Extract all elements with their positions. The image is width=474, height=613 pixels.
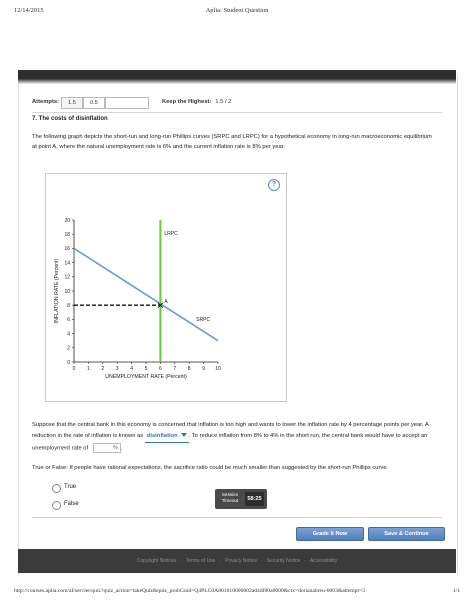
session-timeout-value: 58:25 [245, 492, 264, 506]
y-tick-label: 18 [64, 232, 70, 238]
series-label-srpc: SRPC [196, 316, 211, 323]
page-footer [18, 549, 456, 573]
footer-links [18, 558, 456, 564]
option-true-label: True [64, 484, 77, 490]
y-tick-label: 0 [67, 359, 70, 366]
series-line-srpc [74, 248, 218, 340]
x-tick-label: 4 [130, 366, 133, 372]
footer-separator: · [261, 558, 263, 564]
y-tick-label: 20 [64, 217, 70, 224]
print-page-number: 1/1 [452, 588, 460, 594]
attempts-score-3 [105, 97, 149, 109]
divider [32, 517, 442, 518]
session-timeout-label: Session Timeout [221, 492, 239, 503]
keep-highest-value: 1.5 / 2 [215, 99, 232, 105]
x-tick-label: 9 [202, 366, 205, 372]
app-topbar [18, 70, 456, 84]
footer-link-accessibility[interactable]: Accessibility [309, 558, 338, 564]
question-intro: The following graph depicts the short-run and long-run Phillips curves (SRPC and LRPC) for a hypothetical economy in long-run macroeconomic equilibrium at point A, where the natural unemployment rate is 6% and the current inflation rate is 8% per year. [32, 134, 432, 150]
pdf-footer [0, 588, 474, 600]
footer-link-privacy-notice[interactable]: Privacy Notice [225, 558, 257, 564]
x-axis-title: UNEMPLOYMENT RATE (Percent) [105, 374, 187, 380]
session-timeout [215, 489, 267, 509]
pdf-header [0, 7, 474, 19]
series-label-lrpc: LRPC [164, 231, 178, 238]
attempts-score-2: 0.5 [83, 97, 105, 109]
disinflation-paragraph [32, 420, 442, 455]
print-title: Aplia: Student Question [205, 7, 269, 14]
y-tick-label: 8 [67, 303, 70, 309]
point-a-label: A [164, 299, 168, 306]
footer-separator: · [180, 558, 182, 564]
radio-true[interactable] [52, 484, 61, 493]
percent-symbol: % [113, 445, 118, 451]
chevron-down-icon [181, 433, 187, 437]
x-tick-label: 10 [215, 366, 221, 372]
x-tick-label: 8 [187, 366, 191, 372]
paragraph-text-mid: . To reduce inflation from 8% to 4% in the short run, the central bank would have to accept an unemployment rate of [32, 433, 428, 452]
y-tick-label: 14 [64, 260, 70, 267]
keep-highest [162, 99, 231, 105]
print-date: 12/14/2015 [14, 7, 44, 14]
attempts-label: Attempts: [32, 99, 60, 105]
y-tick-label: 4 [67, 331, 70, 338]
print-url: http://courses.aplia.com/af/servlet/quiz?quiz_action=takeQuiz&quiz_probGuid=Q4PLC0A801010000002ad4df00a0000&ctx=dorianabreu-0003&attempt=3 [14, 588, 365, 594]
x-tick-label: 1 [87, 366, 90, 372]
y-axis-title: INFLATION RATE (Percent) [54, 258, 60, 324]
y-tick-label: 12 [64, 274, 70, 281]
footer-link-copyright-notices[interactable]: Copyright Notices [136, 558, 177, 564]
footer-separator: · [304, 558, 306, 564]
question-title: 7. The costs of disinflation [32, 116, 108, 122]
help-icon[interactable]: ? [268, 179, 280, 191]
x-tick-label: 2 [101, 366, 105, 372]
grade-it-now-button[interactable]: Grade It Now [296, 527, 364, 541]
attempts-score-1: 1.5 [61, 97, 83, 109]
unemployment-rate-input[interactable] [93, 443, 121, 453]
x-tick-label: 7 [173, 366, 177, 372]
x-tick-label: 5 [144, 366, 148, 372]
y-tick-label: 6 [67, 317, 70, 324]
option-false-label: False [64, 501, 79, 507]
footer-separator: · [219, 558, 222, 564]
x-tick-label: 3 [115, 366, 119, 372]
dropdown-value: disinflation [146, 433, 178, 439]
phillips-curve-graph[interactable] [45, 173, 287, 402]
disinflation-dropdown[interactable] [145, 431, 189, 443]
phillips-curve-chart [46, 174, 286, 401]
keep-highest-label: Keep the Highest: [162, 99, 212, 105]
footer-link-terms-of-use[interactable]: Terms of Use [185, 558, 216, 564]
radio-false[interactable] [52, 501, 61, 510]
save-continue-button[interactable]: Save & Continue [368, 527, 445, 541]
paragraph-text-end: . [120, 445, 123, 452]
y-tick-label: 2 [67, 345, 70, 352]
footer-link-security-notice[interactable]: Security Notice [266, 558, 301, 564]
y-tick-label: 16 [64, 246, 70, 253]
true-false-prompt: True or False: If people have rational expectations, the sacrifice ratio could be much smaller than suggested by the short-run Phillips curve. [32, 465, 389, 471]
divider [32, 112, 442, 113]
x-tick-label: 6 [159, 366, 162, 372]
y-tick-label: 10 [64, 288, 70, 295]
paragraph-text-start: Suppose that the central bank in this economy is concerned that inflation is too high and wants to lower the inflation rate by 4 percentage points per year. A reduction in the rate of inflation is known as [32, 422, 429, 439]
x-tick-label: 0 [72, 366, 76, 372]
